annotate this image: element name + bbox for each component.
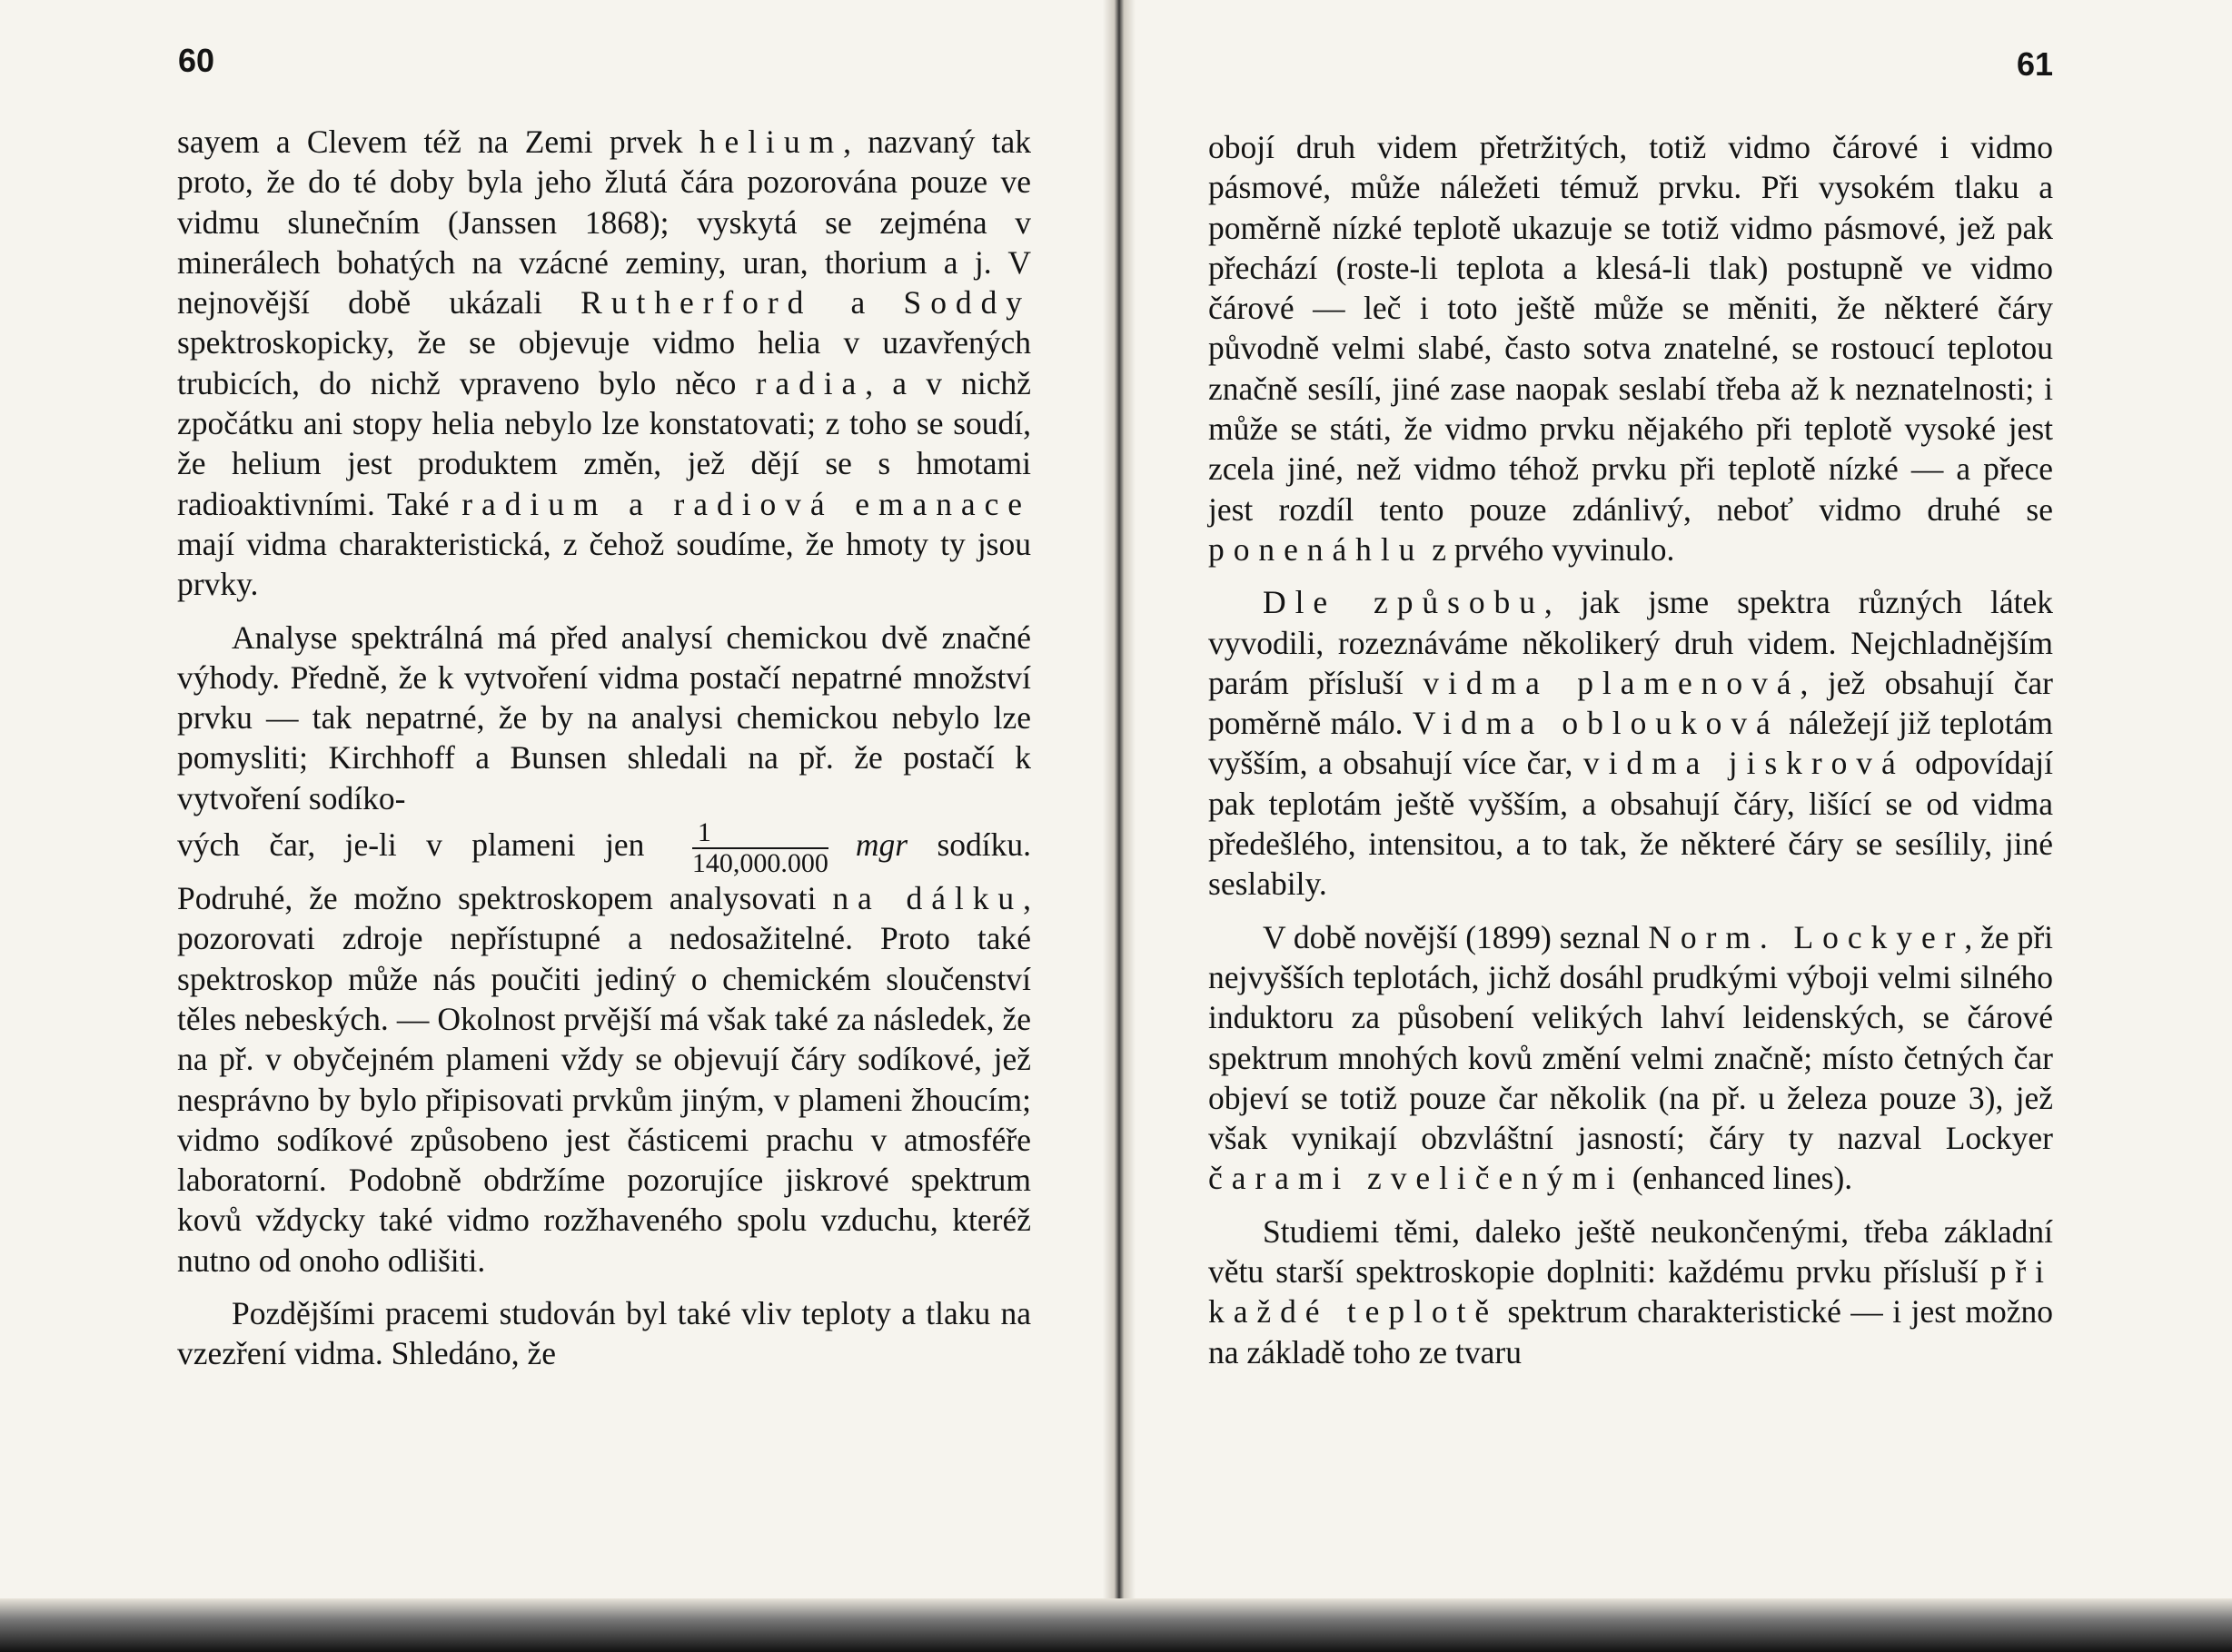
left-page-text	[177, 122, 1031, 1374]
left-page	[0, 0, 1116, 1617]
book-gutter	[1103, 0, 1136, 1626]
page-number-left: 60	[178, 42, 215, 79]
left-paragraph-1: sayem a Clevem též na Zemi prvek helium, nazvaný tak proto, že do té doby byla jeho žlutá čára pozorována pouze ve vidmu slunečním (Janssen 1868); vyskytá se zejména v minerálech bohatých na vzácné zeminy, uran, thorium a j. V nejnovější době ukázali Rutherford a Soddy spektroskopicky, že se objevuje vidmo helia v uzavřených trubicích, do nichž vpraveno bylo něco radia, a v nichž zpočátku ani stopy helia nebylo lze konstatovati; z toho se soudí, že helium jest produktem změn, jež dějí se s hmotami radioaktivními. Také radium a radiová emanace mají vidma charakteristická, z čehož soudíme, že hmoty ty jsou prvky.	[177, 124, 1032, 603]
left-paragraph-3: Pozdějšími pracemi studován byl také vliv teploty a tlaku na vzezření vidma. Shledáno, že	[177, 1295, 1031, 1372]
right-paragraph-2: Dle způsobu, jak jsme spektra různých látek vyvodili, rozeznáváme několikerý druh videm. Nejchladnějším parám přísluší vidma plamenová, jež obsahují čar poměrně málo. Vidma oblouková náležejí již teplotám vyšším, a obsahují více čar, vidma jiskrová odpovídají pak teplotám ještě vyšším, a obsahují čáry, lišící se od vidma předešlého, intensitou, a to tak, že některé čáry se sesílily, jiné seslabily.	[1208, 584, 2054, 903]
left-paragraph-2: Analyse spektrálná má před analysí chemickou dvě značné výhody. Předně, že k vytvoření vidma postačí nepatrné množství prvku — tak nepatrné, že by na analysi chemickou nebylo lze pomysliti; Kirchhoff a Bunsen shledali na př. že postačí k vytvoření sodíko-	[177, 618, 1031, 816]
fraction-line: vých čar, je-li v plameni jen $\frac{1}{140,000.000}$ mgr sodíku.	[177, 817, 1032, 879]
right-paragraph-4: Studiemi těmi, daleko ještě neukončenými, třeba základní větu starší spektroskopie doplniti: každému prvku přísluší při každé teplotě spektrum charakteristické — i jest možno na základě toho ze tvaru	[1208, 1212, 2054, 1370]
book-bottom-edge	[0, 1598, 2232, 1652]
right-paragraph-1: obojí druh videm přetržitých, totiž vidmo čárové i vidmo pásmové, může náležeti témuž prvku. Při vysokém tlaku a poměrně nízké teplotě ukazuje se totiž vidmo pásmové, jež pak přechází (roste-li teplota a klesá-li tlak) postupně ve vidmo čárové — leč i toto ještě může se měniti, že některé čáry původně velmi slabé, často sotva znatelné, se rostoucí teplotou značně sesílí, jiné zase naopak seslabí třeba až k neznatelnosti; i může se státi, že vidmo prvku nějakého při teplotě vysoké jest zcela jiné, než vidmo téhož prvku při teplotě nízké — a přece jest rozdíl tento pouze zdánlivý, neboť vidmo druhé se ponenáhlu z prvého vyvinulo.	[1208, 129, 2053, 568]
fraction: $\frac{1}{140,000.000}$	[691, 817, 828, 879]
page-number-right: 61	[2017, 45, 2054, 83]
left-paragraph-2-cont: Podruhé, že možno spektroskopem analysovati na dálku, pozorovati zdroje nepřístupné a nedosažitelné. Proto také spektroskop může nás poučiti jediný o chemickém sloučenství těles nebeských. — Okolnost prvější má však také za následek, že na př. v obyčejném plameni vždy se objevují čáry sodíkové, jež nesprávno by bylo připisovati prvkům jiným, v plameni žhoucím; vidmo sodíkové způsobeno jest částicemi prachu v atmosféře laboratorní. Podobně obdržíme pozorujíce jiskrové spektrum kovů vždycky také vidmo rozžhaveného spolu vzduchu, kteréž nutno od onoho odlišiti.	[177, 880, 1031, 1279]
right-page-text	[1208, 127, 2053, 1372]
right-paragraph-3: V době novější (1899) seznal Norm. Lockyer, že při nejvyšších teplotách, jichž dosáhl prudkými výboji velmi silného induktoru za působení velikých lahví leidenských, se čárové spektrum mnohých kovů změní velmi značně; místo četných čar objeví se totiž pouze čar několik (na př. u železa pouze 3), jež však vynikají obzvláštní jasností; čáry ty nazval Lockyer čarami zveličenými (enhanced lines).	[1208, 918, 2053, 1197]
